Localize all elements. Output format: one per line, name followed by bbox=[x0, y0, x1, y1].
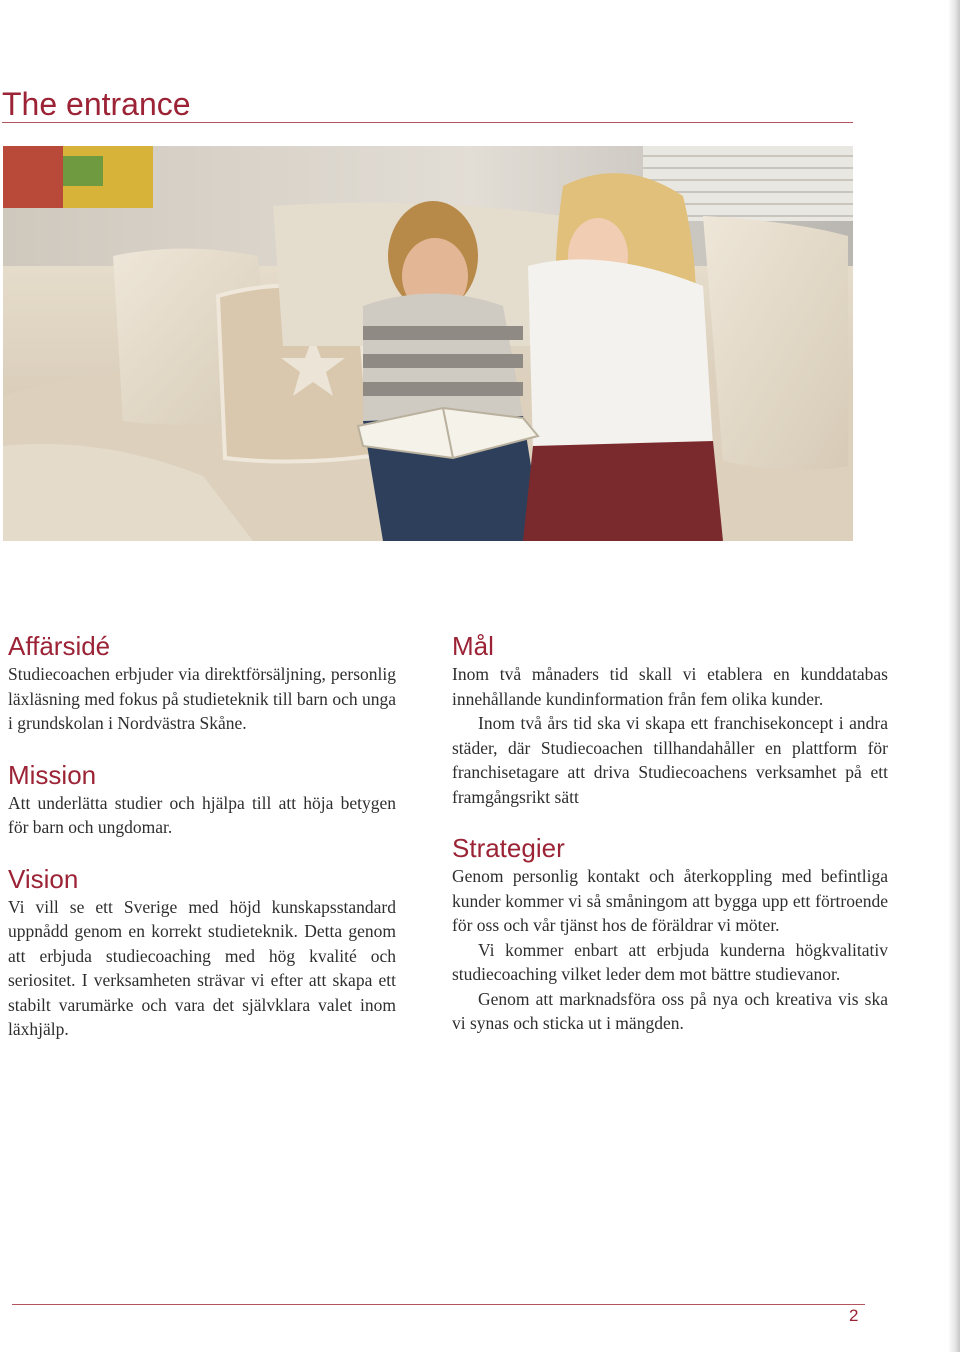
photo-reading-on-sofa bbox=[3, 146, 853, 541]
text-strategier-2: Vi kommer enbart att erbjuda kunderna högkvalitativ studiecoaching vilket leder dem mot bättre studievanor. bbox=[452, 939, 888, 984]
text-affarside: Studiecoachen erbjuder via direktförsäljning, personlig läxläsning med fokus på studieteknik till barn och unga i grundskolan i Nordvästra Skåne. bbox=[8, 664, 396, 733]
heading-mal: Mål bbox=[452, 631, 494, 661]
text-vision: Vi vill se ett Sverige med höjd kunskapsstandard uppnådd genom en korrekt studieteknik. Detta genom att erbjuda studiecoaching med hög kvalité och seriositet. I verksamheten strävar vi efter att skapa ett stabilt varumärke och vara det självklara valet inom läxhjälp. bbox=[8, 896, 396, 1039]
text-mal-2: Inom två års tid ska vi skapa ett franchisekoncept i andra städer, där Studiecoachen tillhandahåller en plattform för franchisetagare att driva Studiecoachens verksamhet på ett framgångsrikt sätt bbox=[452, 713, 888, 807]
page-title: The entrance bbox=[2, 86, 191, 122]
right-column bbox=[452, 630, 888, 1036]
heading-mission: Mission bbox=[8, 759, 97, 790]
heading-strategier: Strategier bbox=[452, 833, 565, 863]
heading-vision: Vision bbox=[8, 863, 79, 894]
page-number: 2 bbox=[849, 1306, 859, 1325]
footer-divider bbox=[12, 1304, 865, 1305]
text-strategier-1: Genom personlig kontakt och återkoppling med befintliga kunder kommer vi så småningom att bygga upp ett förtroende för oss och vår tjänst hos de föräldrar vi möter. bbox=[452, 866, 888, 935]
title-divider bbox=[2, 122, 853, 123]
heading-affarside: Affärsidé bbox=[8, 631, 111, 661]
left-column bbox=[8, 630, 396, 1042]
text-mal-1: Inom två månaders tid skall vi etablera en kunddatabas innehållande kundinformation från fem olika kunder. bbox=[452, 664, 888, 709]
text-mission: Att underlätta studier och hjälpa till att höja betygen för barn och ungdomar. bbox=[8, 792, 396, 837]
page-edge-shadow bbox=[948, 0, 960, 1352]
text-strategier-3: Genom att marknadsföra oss på nya och kreativa vis ska vi synas och sticka ut i mängden. bbox=[452, 988, 888, 1033]
